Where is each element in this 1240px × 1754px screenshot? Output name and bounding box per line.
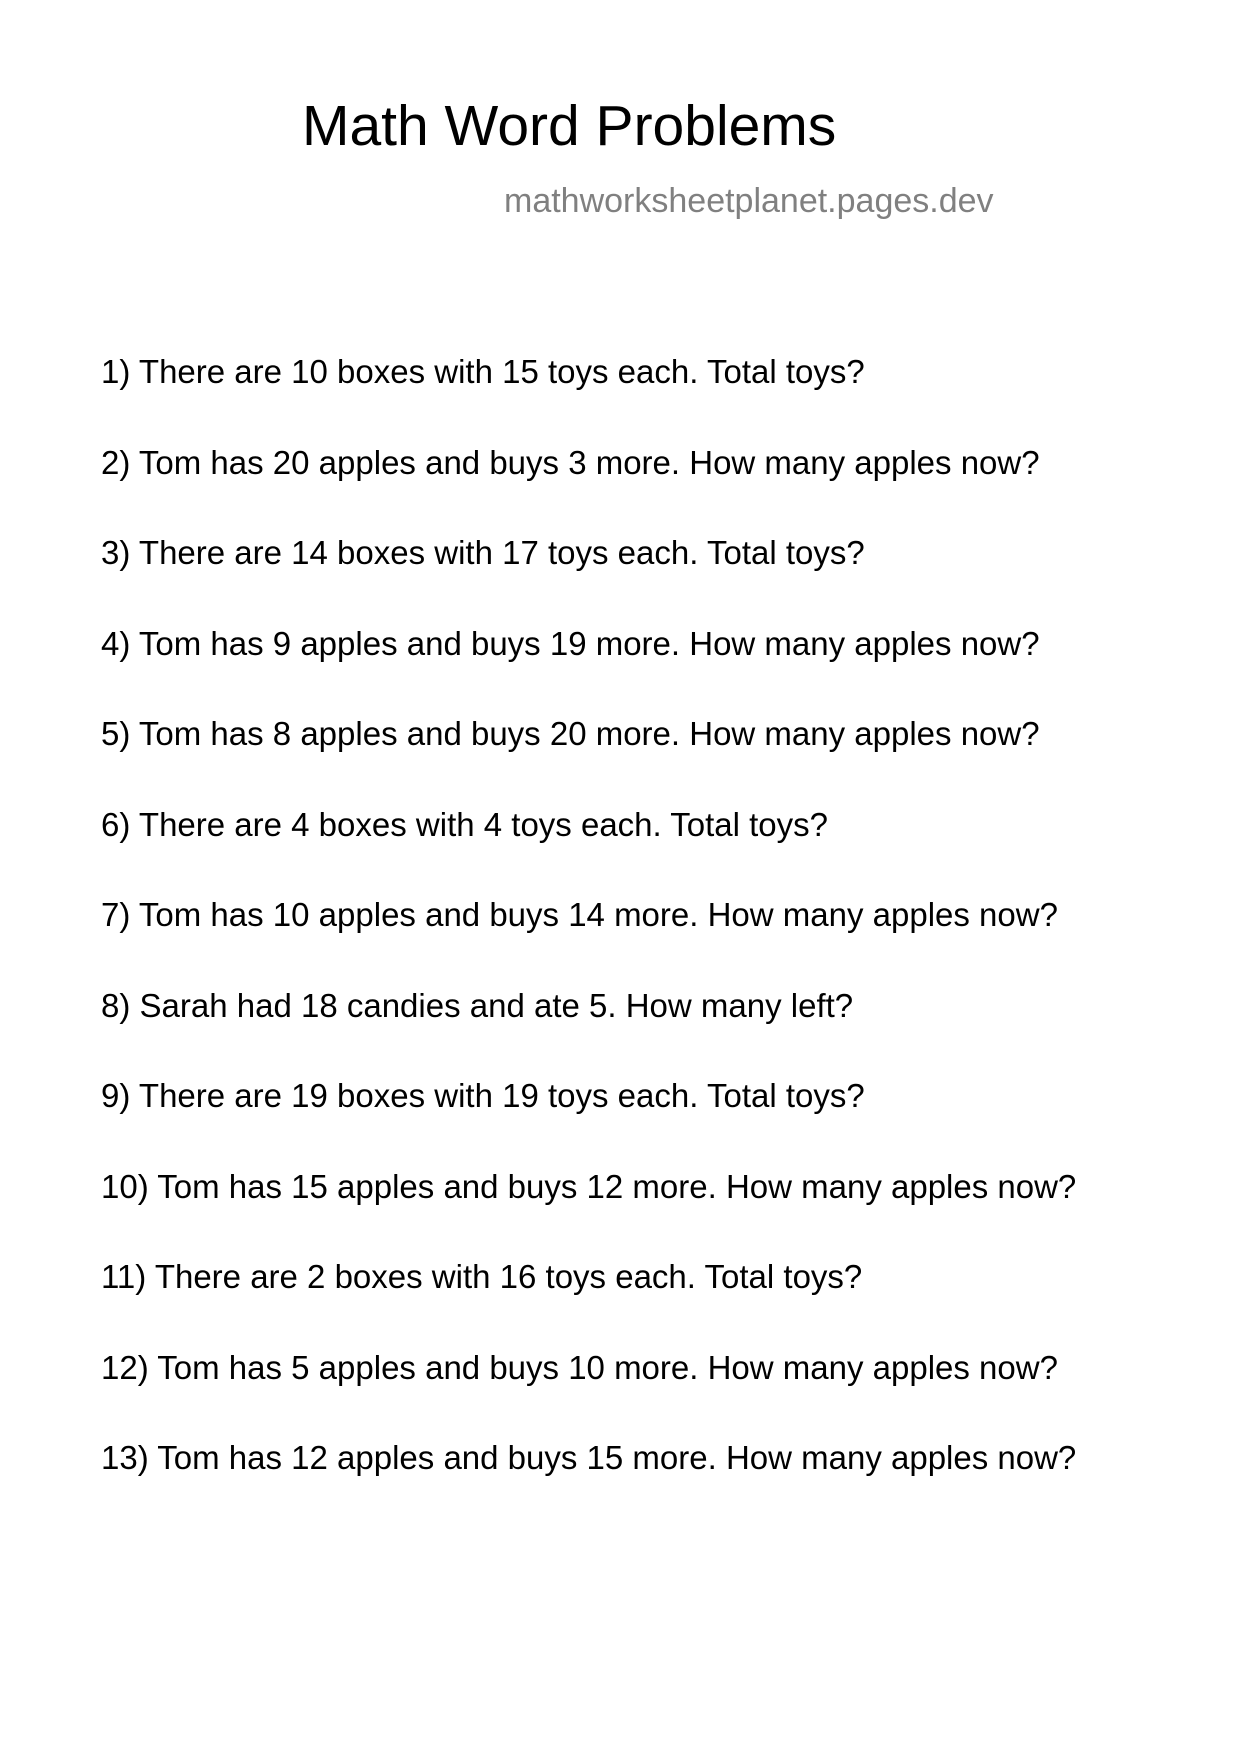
problem-item: 7) Tom has 10 apples and buys 14 more. How many apples now? [101, 896, 1058, 933]
problem-item: 12) Tom has 5 apples and buys 10 more. How many apples now? [101, 1348, 1058, 1386]
problem-item: 10) Tom has 15 apples and buys 12 more. How many apples now? [101, 1167, 1077, 1205]
problem-item: 11) There are 2 boxes with 16 toys each. Total toys? [101, 1258, 863, 1295]
problem-item: 4) Tom has 9 apples and buys 19 more. How many apples now? [101, 624, 1040, 662]
problem-item: 2) Tom has 20 apples and buys 3 more. How many apples now? [101, 443, 1040, 481]
problem-item: 3) There are 14 boxes with 17 toys each. Total toys? [101, 534, 865, 571]
problem-item: 8) Sarah had 18 candies and ate 5. How many left? [101, 986, 854, 1024]
problem-item: 1) There are 10 boxes with 15 toys each. Total toys? [101, 353, 865, 390]
problem-item: 6) There are 4 boxes with 4 toys each. Total toys? [101, 805, 829, 843]
problem-item: 5) Tom has 8 apples and buys 20 more. How many apples now? [101, 715, 1040, 752]
problem-item: 13) Tom has 12 apples and buys 15 more. How many apples now? [101, 1439, 1077, 1476]
problem-item: 9) There are 19 boxes with 19 toys each. Total toys? [101, 1077, 865, 1114]
problem-list [101, 354, 1076, 1531]
site-url: mathworksheetplanet.pages.dev [504, 182, 994, 220]
page-title: Math Word Problems [302, 94, 837, 158]
